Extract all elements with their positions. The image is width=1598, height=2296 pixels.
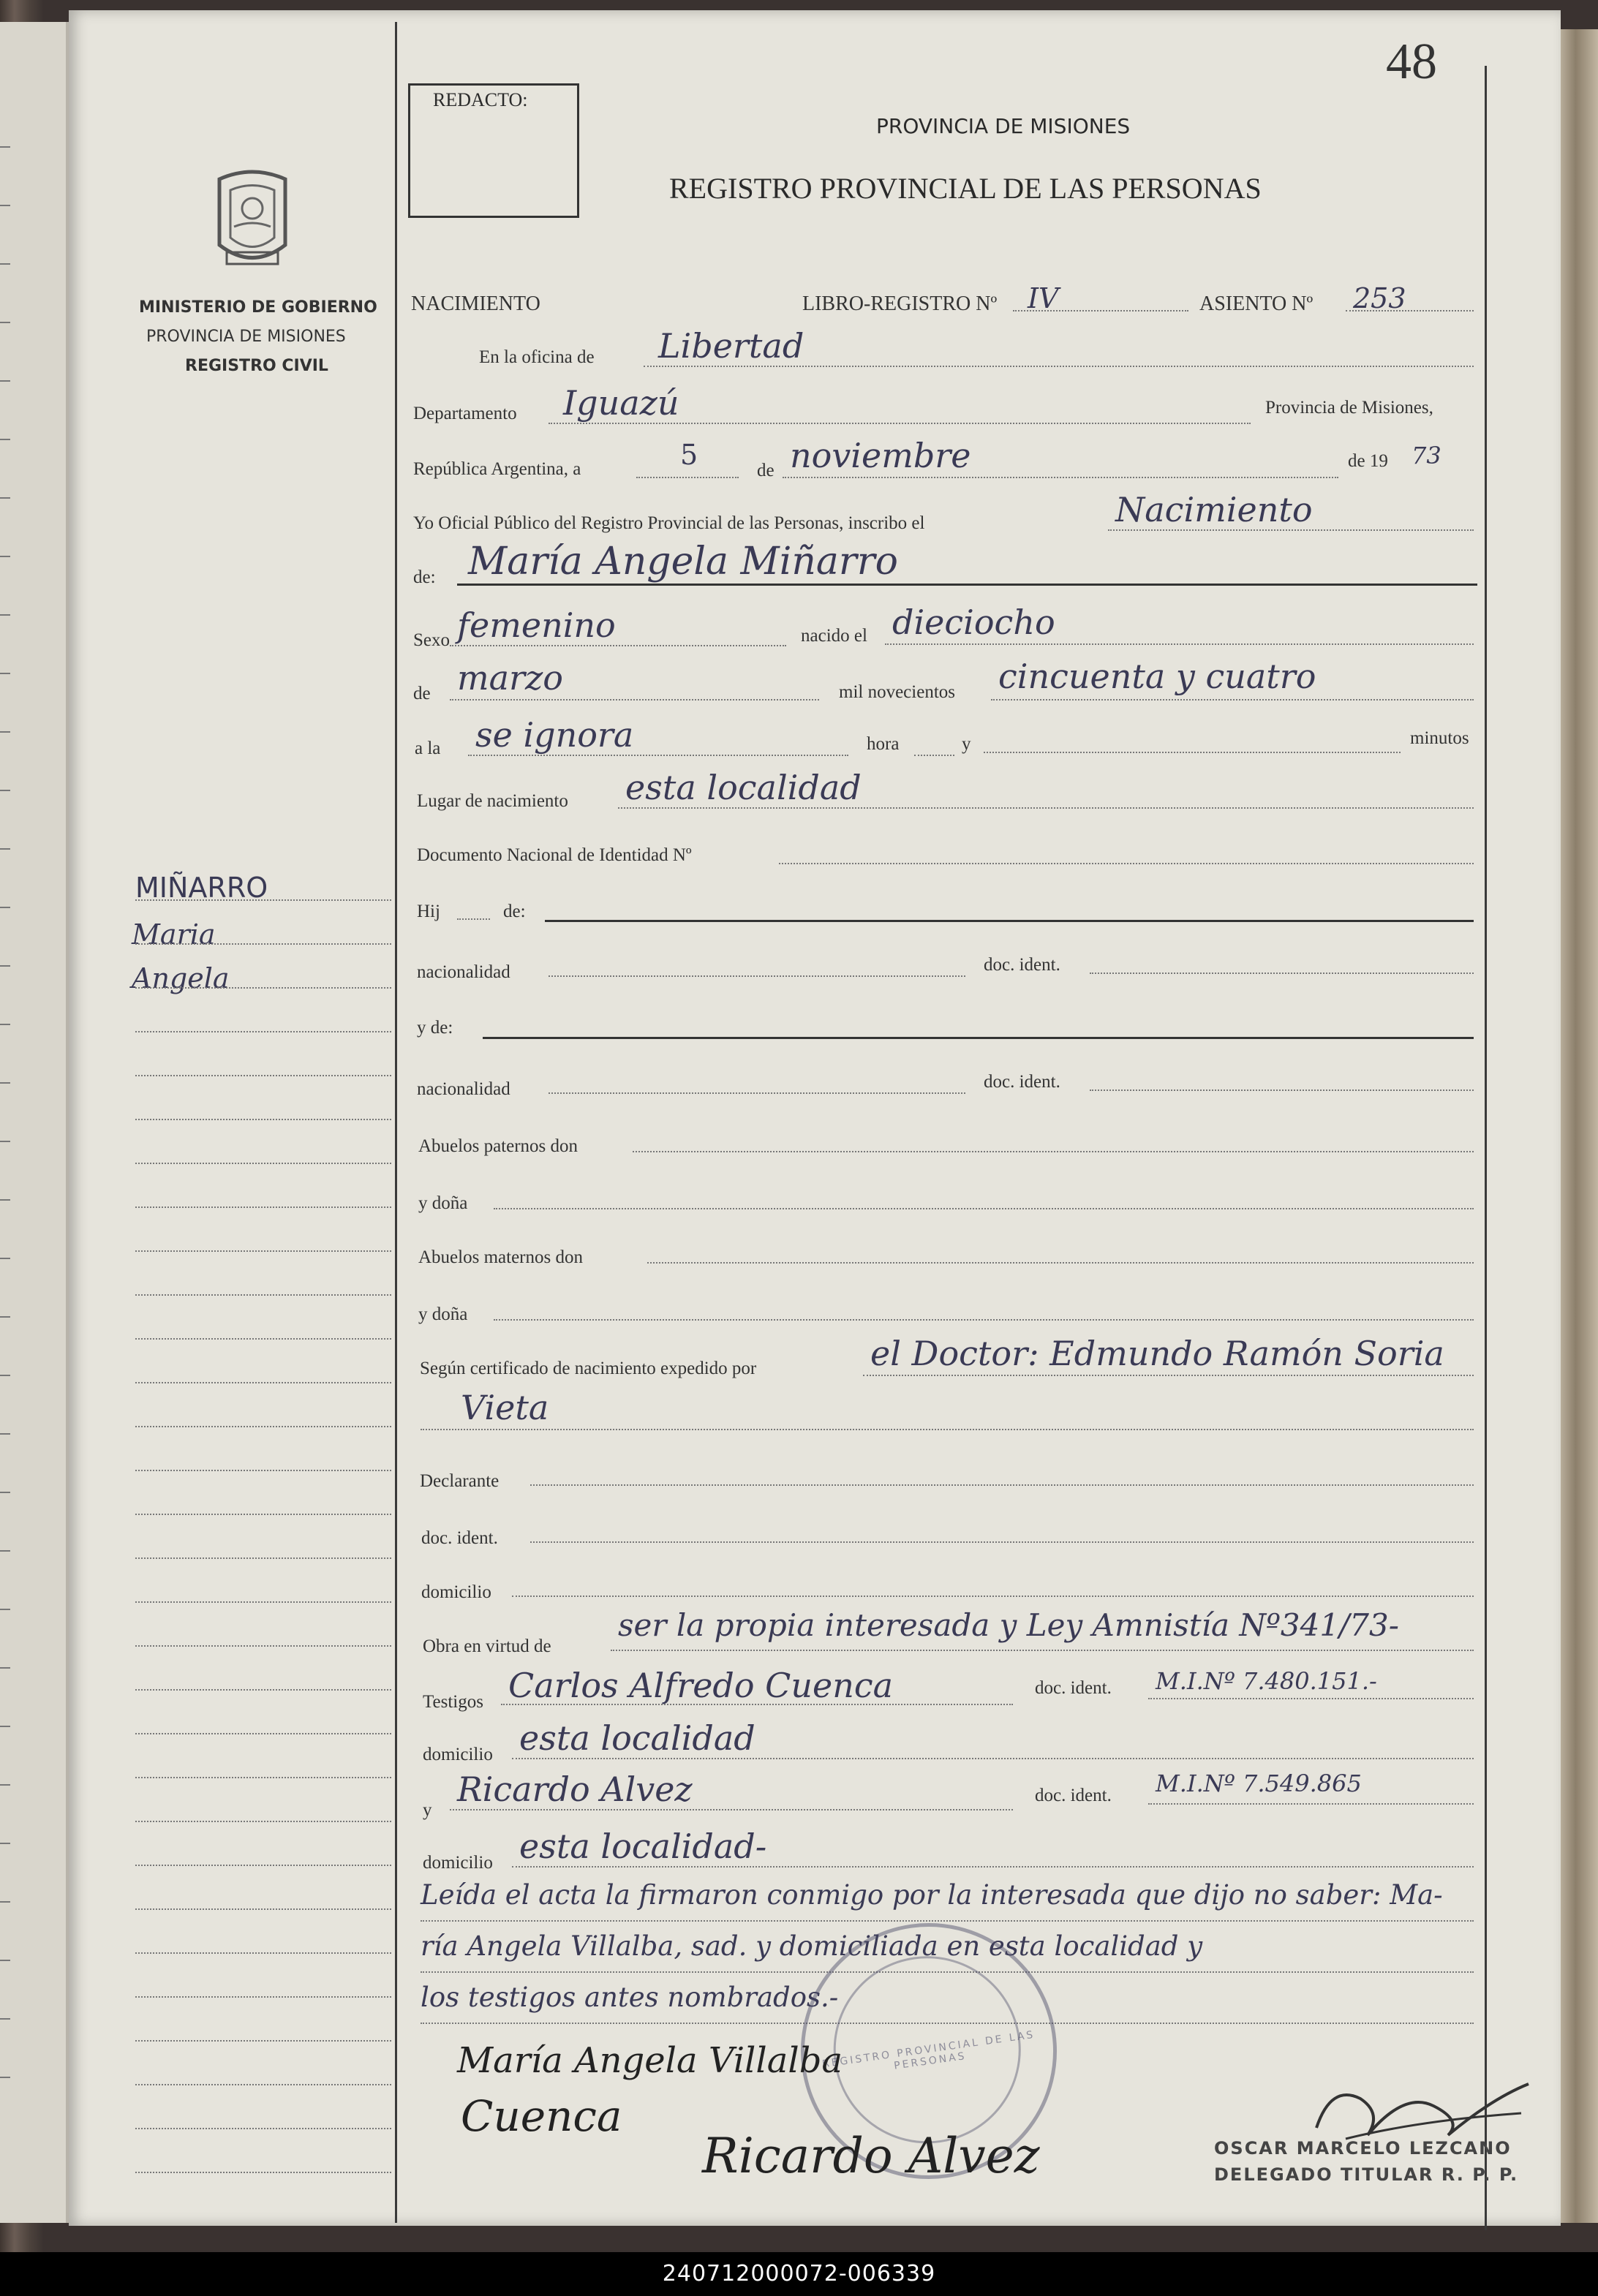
oficina-label: En la oficina de xyxy=(479,347,595,367)
testigo2-name: Ricardo Alvez xyxy=(457,1770,693,1809)
sexo-label: Sexo xyxy=(413,630,450,650)
mes-nac-value: marzo xyxy=(457,658,563,698)
departamento-value: Iguazú xyxy=(563,383,679,423)
declarante-label: Declarante xyxy=(420,1471,500,1491)
nacionalidad-1-label: nacionalidad xyxy=(417,962,510,982)
nacido-value: dieciocho xyxy=(892,603,1055,642)
de-year-label: de 19 xyxy=(1348,451,1388,471)
provincia-label: Provincia de Misiones, xyxy=(1265,398,1433,418)
dia-value: 5 xyxy=(680,439,698,471)
registry-title: REGISTRO PROVINCIAL DE LAS PERSONAS xyxy=(669,172,1262,205)
oficina-value: Libertad xyxy=(658,326,804,366)
closing-line-1: Leída el acta la firmaron conmigo por la interesada que dijo no saber: Ma- xyxy=(421,1879,1443,1911)
provincial-coat-of-arms-icon xyxy=(197,165,307,274)
dni-label: Documento Nacional de Identidad Nº xyxy=(417,845,692,865)
testigo2-doc-label: doc. ident. xyxy=(1035,1786,1112,1805)
nombre-value: María Angela Miñarro xyxy=(468,540,898,584)
certificado-value: el Doctor: Edmundo Ramón Soria xyxy=(870,1334,1444,1373)
anio-nac-value: cincuenta y cuatro xyxy=(998,657,1316,696)
de-nombre-label: de: xyxy=(413,567,436,587)
signature-testigo1: Cuenca xyxy=(461,2091,622,2141)
ministry-label: MINISTERIO DE GOBIERNO xyxy=(139,298,377,317)
domicilio-declarante-label: domicilio xyxy=(421,1582,491,1602)
testigo2-domicilio-label: domicilio xyxy=(423,1853,493,1873)
image-caption: 240712000072-006339 xyxy=(0,2252,1598,2296)
y-dona-paterna-label: y doña xyxy=(418,1193,468,1213)
lugar-value: esta localidad xyxy=(625,768,862,807)
testigo2-doc-value: M.I.Nº 7.549.865 xyxy=(1156,1770,1362,1797)
mes-value: noviembre xyxy=(790,436,971,475)
abuelos-maternos-label: Abuelos maternos don xyxy=(418,1247,583,1267)
abuelos-paternos-label: Abuelos paternos don xyxy=(418,1136,578,1156)
testigo1-doc-label: doc. ident. xyxy=(1035,1678,1112,1698)
de-mes-nac-label: de xyxy=(413,684,431,703)
lugar-label: Lugar de nacimiento xyxy=(417,791,568,811)
testigo1-name: Carlos Alfredo Cuenca xyxy=(508,1666,894,1705)
page-number: 48 xyxy=(1386,34,1437,90)
minutos-label: minutos xyxy=(1410,728,1469,748)
margin-note-surname: MIÑARRO xyxy=(135,872,268,904)
hora-label: hora xyxy=(867,734,900,754)
official-title: DELEGADO TITULAR R. P. P. xyxy=(1214,2164,1519,2185)
mil-label: mil novecientos xyxy=(839,682,955,702)
year-value: 73 xyxy=(1412,442,1441,469)
certificado-label: Según certificado de nacimiento expedido por xyxy=(420,1359,757,1378)
testigo2-domicilio-value: esta localidad- xyxy=(519,1827,767,1866)
obra-value: ser la propia interesada y Ley Amnistía Nº341/73- xyxy=(618,1607,1399,1643)
nacionalidad-2-label: nacionalidad xyxy=(417,1079,510,1099)
official-name: OSCAR MARCELO LEZCANO xyxy=(1214,2138,1512,2159)
header-province: PROVINCIA DE MISIONES xyxy=(876,114,1131,138)
redacto-label: REDACTO: xyxy=(433,89,528,110)
sexo-value: femenino xyxy=(457,605,616,645)
doc-ident-declarante-label: doc. ident. xyxy=(421,1528,498,1548)
libro-value: IV xyxy=(1028,282,1059,314)
margin-note-name1: Maria xyxy=(132,918,216,951)
asiento-value: 253 xyxy=(1353,282,1406,314)
a-la-label: a la xyxy=(415,739,441,758)
y-minutos-label: y xyxy=(962,734,971,754)
margin-divider xyxy=(395,22,397,2223)
obra-label: Obra en virtud de xyxy=(423,1636,551,1656)
closing-line-2: ría Angela Villalba, sad. y domiciliada en esta localidad y xyxy=(421,1930,1203,1962)
stamp-text: REGISTRO PROVINCIAL DE LAS PERSONAS xyxy=(821,2028,1036,2072)
right-border xyxy=(1485,66,1487,2230)
signature-testigo2: Ricardo Alvez xyxy=(702,2128,1040,2184)
margin-province-label: PROVINCIA DE MISIONES xyxy=(146,328,346,346)
y-de-label: y de: xyxy=(417,1018,453,1038)
testigo1-domicilio-value: esta localidad xyxy=(519,1718,755,1758)
asiento-label: ASIENTO Nº xyxy=(1199,292,1314,315)
hora-value: se ignora xyxy=(475,715,634,755)
left-page-edge xyxy=(0,22,70,2223)
departamento-label: Departamento xyxy=(413,404,517,423)
y-dona-materna-label: y doña xyxy=(418,1304,468,1324)
record-type-label: NACIMIENTO xyxy=(411,292,540,315)
hij-de-label: de: xyxy=(503,902,526,921)
testigos-label: Testigos xyxy=(423,1692,483,1712)
testigo2-y-label: y xyxy=(423,1800,432,1820)
de-label: de xyxy=(757,461,774,480)
closing-line-3: los testigos antes nombrados.- xyxy=(421,1982,839,2013)
doc-ident-2-label: doc. ident. xyxy=(984,1072,1060,1092)
oficial-label: Yo Oficial Público del Registro Provincial de las Personas, inscribo el xyxy=(413,513,925,533)
certificado-value-2: Vieta xyxy=(461,1388,549,1427)
margin-note-name2: Angela xyxy=(132,962,230,994)
civil-registry-label: REGISTRO CIVIL xyxy=(185,357,328,375)
testigo1-doc-value: M.I.Nº 7.480.151.- xyxy=(1156,1667,1377,1695)
libro-label: LIBRO-REGISTRO Nº xyxy=(802,292,998,315)
book-cover-edge xyxy=(1561,29,1598,2223)
testigo1-domicilio-label: domicilio xyxy=(423,1745,493,1764)
nacido-label: nacido el xyxy=(801,626,867,646)
republica-label: República Argentina, a xyxy=(413,459,581,479)
hij-label: Hij xyxy=(417,902,440,921)
signature-interesada: María Angela Villalba xyxy=(457,2040,843,2081)
doc-ident-1-label: doc. ident. xyxy=(984,955,1060,975)
acto-value: Nacimiento xyxy=(1115,490,1313,529)
